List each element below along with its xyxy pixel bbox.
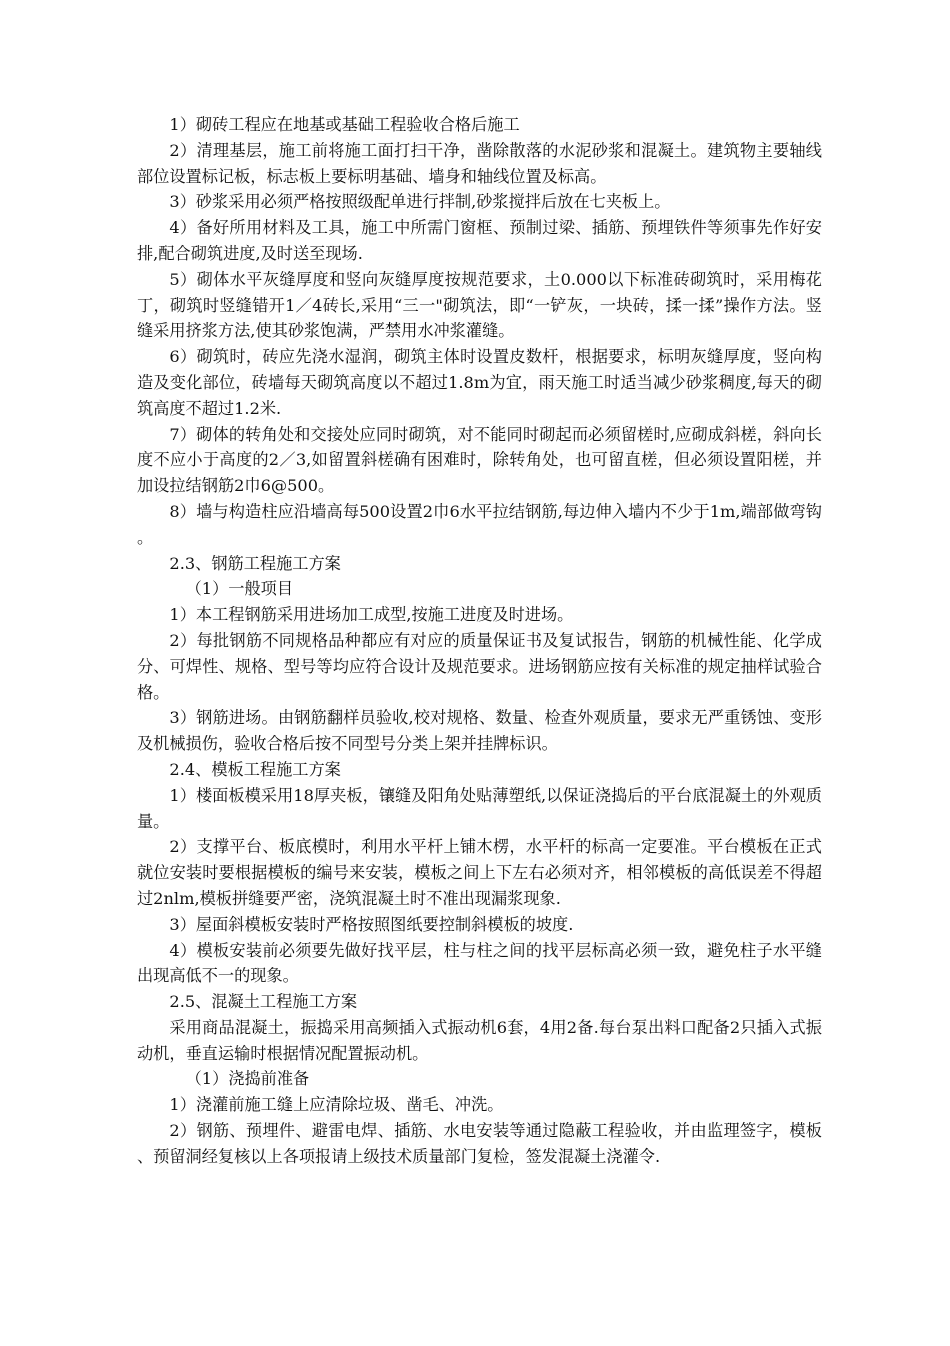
paragraph-masonry-4: 4）备好所用材料及工具，施工中所需门窗框、预制过梁、插筋、预埋铁件等须事先作好安排,配合砌筑进度,及时送至现场.: [137, 218, 822, 263]
paragraph-formwork-4: 4）模板安装前必须要先做好找平层，柱与柱之间的找平层标高必须一致，避免柱子水平缝出现高低不一的现象。: [137, 940, 822, 986]
paragraph-masonry-6: 6）砌筑时，砖应先浇水湿润，砌筑主体时设置皮数杆，根据要求，标明灰缝厚度，竖向构造及变化部位，砖墙每天砌筑高度以不超过1.8m为宜，雨天施工时适当减少砂浆稠度,每天的砌筑高度不超过1.2米.: [137, 347, 822, 418]
paragraph-rebar-3: 3）钢筋进场。由钢筋翻样员验收,校对规格、数量、检查外观质量，要求无严重锈蚀、变形及机械损伤，验收合格后按不同型号分类上架并挂牌标识。: [137, 708, 822, 754]
subheading-general-items: （1）一般项目: [185, 579, 294, 599]
paragraph-rebar-1: 1）本工程钢筋采用进场加工成型,按施工进度及时进场。: [169, 605, 574, 625]
paragraph-masonry-7: 7）砌体的转角处和交接处应同时砌筑，对不能同时砌起而必须留槎时,应砌成斜槎，斜向长度不应小于高度的2／3,如留置斜槎确有困难时，除转角处，也可留直槎，但必须设置阳槎，并加设拉结钢筋2巾6@500。: [137, 424, 822, 496]
paragraph-rebar-2: 2）每批钢筋不同规格品种都应有对应的质量保证书及复试报告，钢筋的机械性能、化学成分、可焊性、规格、型号等均应符合设计及规范要求。进场钢筋应按有关标准的规定抽样试验合格。: [137, 630, 822, 702]
section-heading-rebar: 2.3、钢筋工程施工方案: [169, 553, 341, 573]
paragraph-masonry-8: 8）墙与构造柱应沿墙高每500设置2巾6水平拉结钢筋,每边伸入墙内不少于1m,端部做弯钩。: [137, 501, 822, 547]
paragraph-masonry-3: 3）砂浆采用必须严格按照级配单进行拌制,砂浆搅拌后放在七夹板上。: [169, 192, 671, 212]
paragraph-masonry-5: 5）砌体水平灰缝厚度和竖向灰缝厚度按规范要求，土0.000以下标准砖砌筑时，采用梅花丁，砌筑时竖缝错开1／4砖长,采用“三一"砌筑法，即“一铲灰，一块砖，揉一揉”操作方法。竖缝采用挤浆方法,使其砂浆饱满，严禁用水冲浆灌缝。: [137, 269, 822, 341]
paragraph-formwork-2: 2）支撑平台、板底模时，利用水平杆上铺木楞，水平杆的标高一定要准。平台模板在正式就位安装时要根据模板的编号来安装，模板之间上下左右必须对齐，相邻模板的高低误差不得超过2nlm,模板拼缝要严密，浇筑混凝土时不准出现漏浆现象.: [137, 837, 822, 908]
section-heading-concrete: 2.5、混凝土工程施工方案: [169, 992, 358, 1012]
paragraph-formwork-1: 1）楼面板模采用18厚夹板，镶缝及阳角处贴薄塑纸,以保证浇捣后的平台底混凝土的外观质量。: [137, 785, 822, 831]
subheading-pre-pour-preparation: （1）浇捣前准备: [185, 1069, 310, 1089]
paragraph-masonry-2: 2）清理基层，施工前将施工面打扫干净，凿除散落的水泥砂浆和混凝土。建筑物主要轴线部位设置标记板，标志板上要标明基础、墙身和轴线位置及标高。: [137, 140, 822, 186]
paragraph-concrete-2: 2）钢筋、预埋件、避雷电焊、插筋、水电安装等通过隐蔽工程验收，并由监理签字，模板、预留洞经复核以上各项报请上级技术质量部门复检，签发混凝土浇灌令.: [137, 1121, 822, 1166]
paragraph-formwork-3: 3）屋面斜模板安装时严格按照图纸要控制斜模板的坡度.: [169, 914, 574, 934]
paragraph-concrete-1: 1）浇灌前施工缝上应清除垃圾、凿毛、冲洗。: [169, 1095, 504, 1115]
document-body: [137, 112, 822, 1170]
paragraph-concrete-intro: 采用商品混凝土，振捣采用高频插入式振动机6套，4用2备.每台泵出料口配备2只插入式振动机，垂直运输时根据情况配置振动机。: [137, 1017, 822, 1063]
paragraph-masonry-1: 1）砌砖工程应在地基或基础工程验收合格后施工: [169, 115, 520, 134]
section-heading-formwork: 2.4、模板工程施工方案: [169, 759, 341, 779]
